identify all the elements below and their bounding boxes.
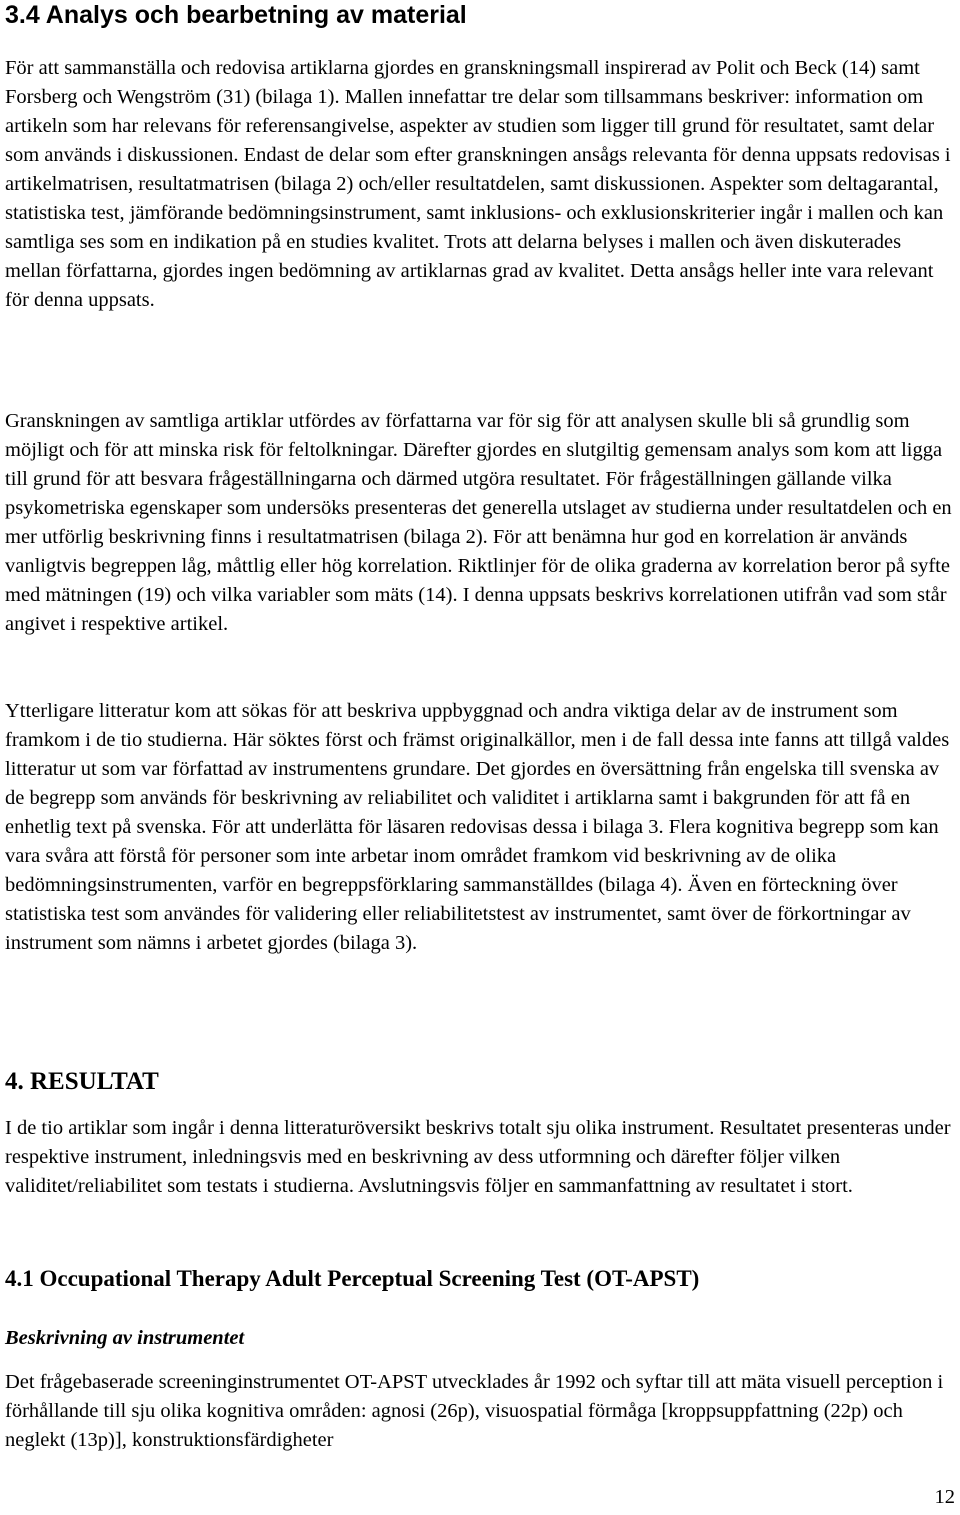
paragraph-analysis-method-part-2: Endast de delar som efter granskningen ansågs relevanta för denna uppsats redovisas i artikelmatrisen, resultatmatrisen (bilaga 2) och/eller resultatdelen, samt diskussionen. Aspekter som deltagarantal, statistiska test, jämförande bedömningsinstrument, samt inklusions- och exklusionskriterier ingår i mallen och kan samtliga ses som en indikation på en studies kvalitet. Trots att delarna belyses i mallen och även diskuterades mellan författarna, gjordes ingen bedömning av artiklarnas grad av kvalitet. Detta ansågs heller inte vara relevant för denna uppsats. xyxy=(5,144,951,311)
paragraph-analysis-method-part-1: För att sammanställa och redovisa artiklarna gjordes en granskningsmall inspirerad av Polit och Beck (14) samt Forsberg och Wengström (31) (bilaga 1). Mallen innefattar tre delar som tillsammans beskriver: information om artikeln som har relevans för referensangivelse, aspekter av studien som ligger till grund för resultatet, samt delar som används i diskussionen. xyxy=(5,57,935,166)
section-heading-3-4: 3.4 Analys och bearbetning av material xyxy=(5,1,467,29)
section-heading-4-resultat: 4. RESULTAT xyxy=(5,1068,159,1095)
section-heading-4-1: 4.1 Occupational Therapy Adult Perceptual Screening Test (OT-APST) xyxy=(5,1266,700,1291)
subheading-instrument-description: Beskrivning av instrumentet xyxy=(5,1327,245,1349)
paragraph-ot-apst-description: Det frågebaserade screeninginstrumentet OT-APST utvecklades år 1992 och syftar till att mäta visuell perception i förhållande till sju olika kognitiva områden: agnosi (26p), visuospatial förmåga [kroppsuppfattning (22p) och neglekt (13p)], konstruktionsfärdigheter xyxy=(5,1371,944,1451)
page-number: 12 xyxy=(934,1486,955,1508)
paragraph-additional-literature: Ytterligare litteratur kom att sökas för att beskriva uppbyggnad och andra viktiga delar av de instrument som framkom i de tio studierna. Här söktes först och främst originalkällor, men i de fall dessa inte fanns att tillgå valdes litteratur ut som var författad av instrumentens grundare. Det gjordes en översättning från engelska till svenska av de begrepp som används för beskrivning av reliabilitet och validitet i artiklarna samt i bakgrunden för att få en enhetlig text på svenska. För att underlätta för läsaren redovisas dessa i bilaga 3. Flera kognitiva begrepp som kan vara svåra att förstå för personer som inte arbetar inom området framkom vid beskrivning av de olika bedömningsinstrumenten, varför en begreppsförklaring sammanställdes (bilaga 4). Även en förteckning över statistiska test som användes för validering eller reliabilitetstest av instrumentet, samt över de förkortningar av instrument som nämns i arbetet gjordes (bilaga 3). xyxy=(5,700,950,954)
paragraph-results-intro: I de tio artiklar som ingår i denna litteraturöversikt beskrivs totalt sju olika instrument. Resultatet presenteras under respektive instrument, inledningsvis med en beskrivning av dess utformning och därefter följer vilken validitet/reliabilitet som testats i studierna. Avslutningsvis följer en sammanfattning av resultatet i stort. xyxy=(5,1117,951,1197)
paragraph-review-process: Granskningen av samtliga artiklar utfördes av författarna var för sig för att analysen skulle bli så grundlig som möjligt och för att minska risk för feltolkningar. Därefter gjordes en slutgiltig gemensam analys som kom att ligga till grund för att besvara frågeställningarna och därmed utgöra resultatet. För frågeställningen gällande vilka psykometriska egenskaper som undersöks presenteras det generella utslaget av studierna under resultatdelen och en mer utförlig beskrivning finns i resultatmatrisen (bilaga 2). För att benämna hur god en korrelation är används vanligtvis begreppen låg, måttlig eller hög korrelation. Riktlinjer för de olika graderna av korrelation beror på syfte med mätningen (19) och vilka variabler som mäts (14). I denna uppsats beskrivs korrelationen utifrån vad som står angivet i respektive artikel. xyxy=(5,410,952,635)
paragraph-analysis-method xyxy=(5,54,955,315)
